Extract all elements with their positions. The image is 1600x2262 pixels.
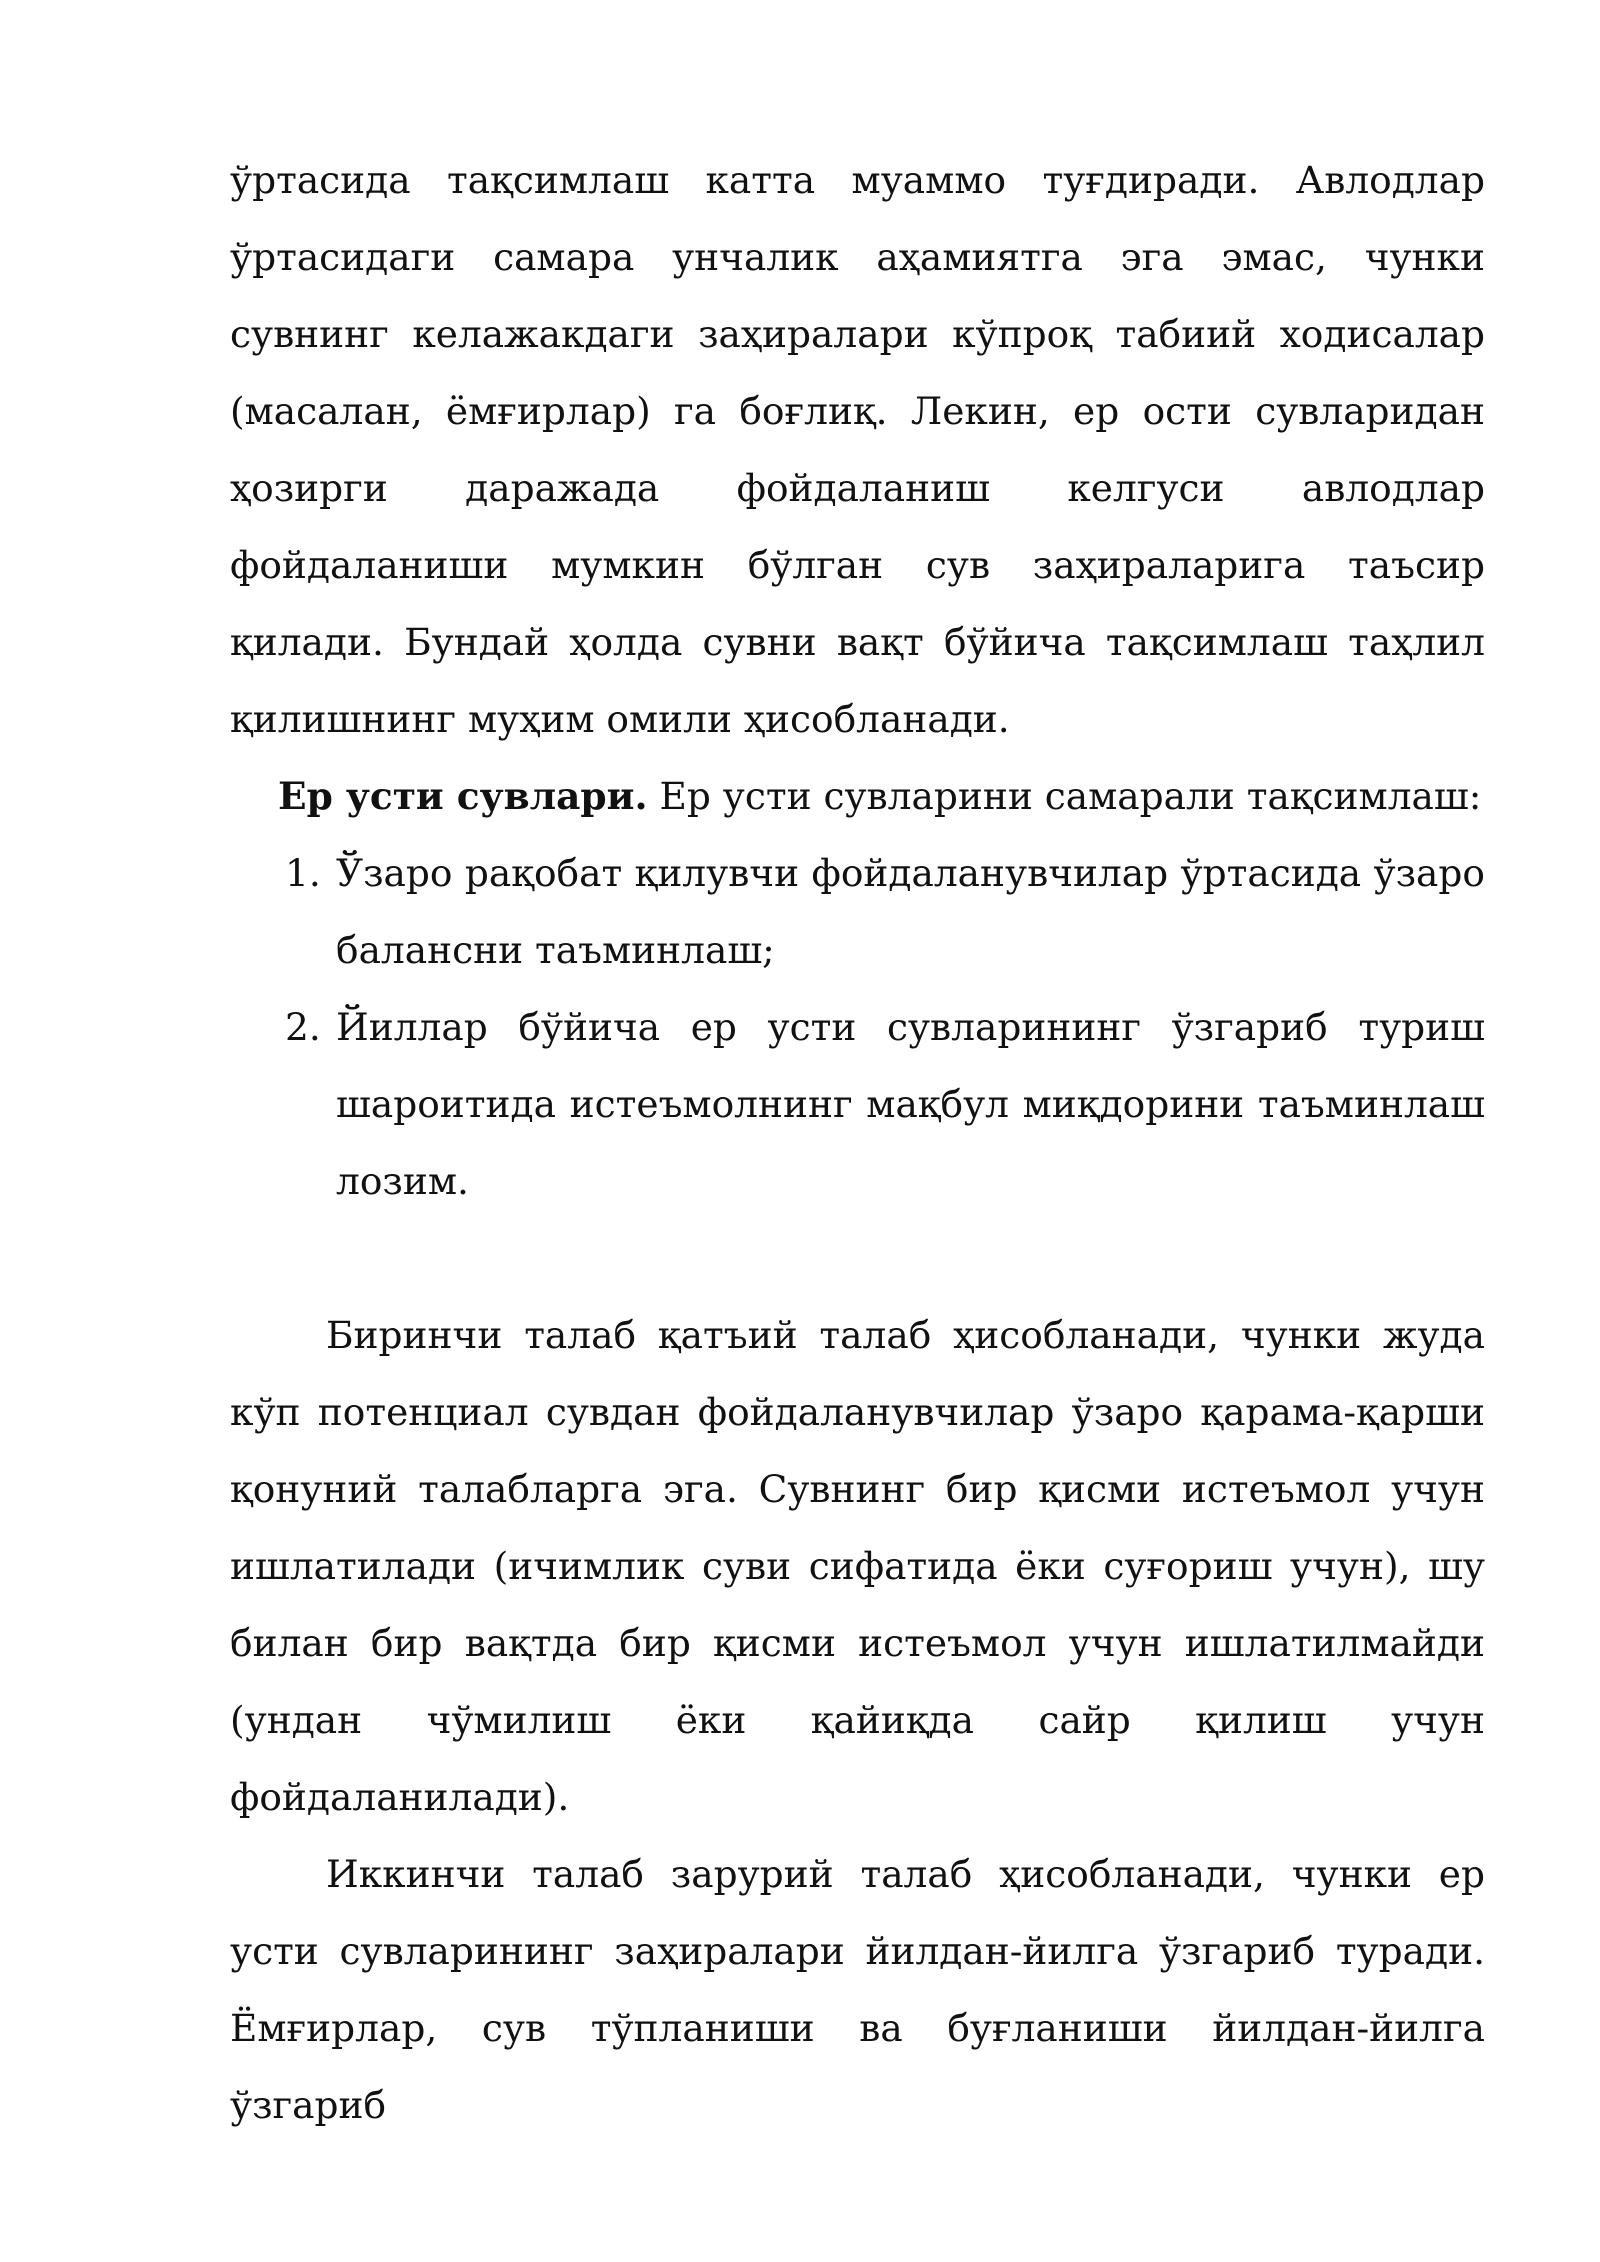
list-item-text: Ўзаро рақобат қилувчи фойдаланувчилар ўртасида ўзаро балансни таъминлаш; bbox=[336, 851, 1485, 972]
section-intro-paragraph bbox=[230, 758, 1485, 835]
list-item-number: 1. bbox=[285, 851, 321, 895]
paragraph-water-generations: ўртасида тақсимлаш катта муаммо туғдиради. Авлодлар ўртасидаги самара унчалик аҳамиятга эга эмас, чунки сувнинг келажакдаги заҳиралари кўпроқ табиий ходисалар (масалан, ёмғирлар) га боғлиқ. Лекин, ер ости сувларидан ҳозирги даражада фойдаланиш келгуси авлодлар фойдаланиши мумкин бўлган сув заҳираларига таъсир қилади. Бундай ҳолда сувни вақт бўйича тақсимлаш таҳлил қилишнинг муҳим омили ҳисобланади. bbox=[230, 158, 1485, 741]
section-intro-text: Ер усти сувларини самарали тақсимлаш: bbox=[647, 774, 1482, 818]
paragraph-first-requirement: Биринчи талаб қатъий талаб ҳисобланади, чунки жуда кўп потенциал сувдан фойдаланувчилар ўзаро қарама-қарши қонуний талабларга эга. Сувнинг бир қисми истеъмол учун ишлатилади (ичимлик суви сифатида ёки суғориш учун), шу билан бир вақтда бир қисми истеъмол учун ишлатилмайди (ундан чўмилиш ёки қайиқда сайр қилиш учун фойдаланилади). bbox=[230, 1313, 1485, 1819]
page-body bbox=[230, 142, 1485, 2144]
paragraph-second-requirement: Иккинчи талаб зарурий талаб ҳисобланади, чунки ер усти сувларининг заҳиралари йилдан-йилга ўзгариб туради. Ёмғирлар, сув тўпланиши ва буғланиши йилдан-йилга ўзгариб bbox=[230, 1852, 1485, 2127]
list-item bbox=[230, 989, 1485, 1220]
blank-line bbox=[230, 1220, 1485, 1297]
list-item bbox=[230, 835, 1485, 989]
requirements-list bbox=[230, 835, 1485, 1220]
list-item-text: Йиллар бўйича ер усти сувларининг ўзгариб туриш шароитида истеъмолнинг мақбул миқдорини таъминлаш лозим. bbox=[336, 1005, 1485, 1203]
section-heading: Ер усти сувлари. bbox=[278, 774, 648, 818]
list-item-number: 2. bbox=[285, 1005, 321, 1049]
